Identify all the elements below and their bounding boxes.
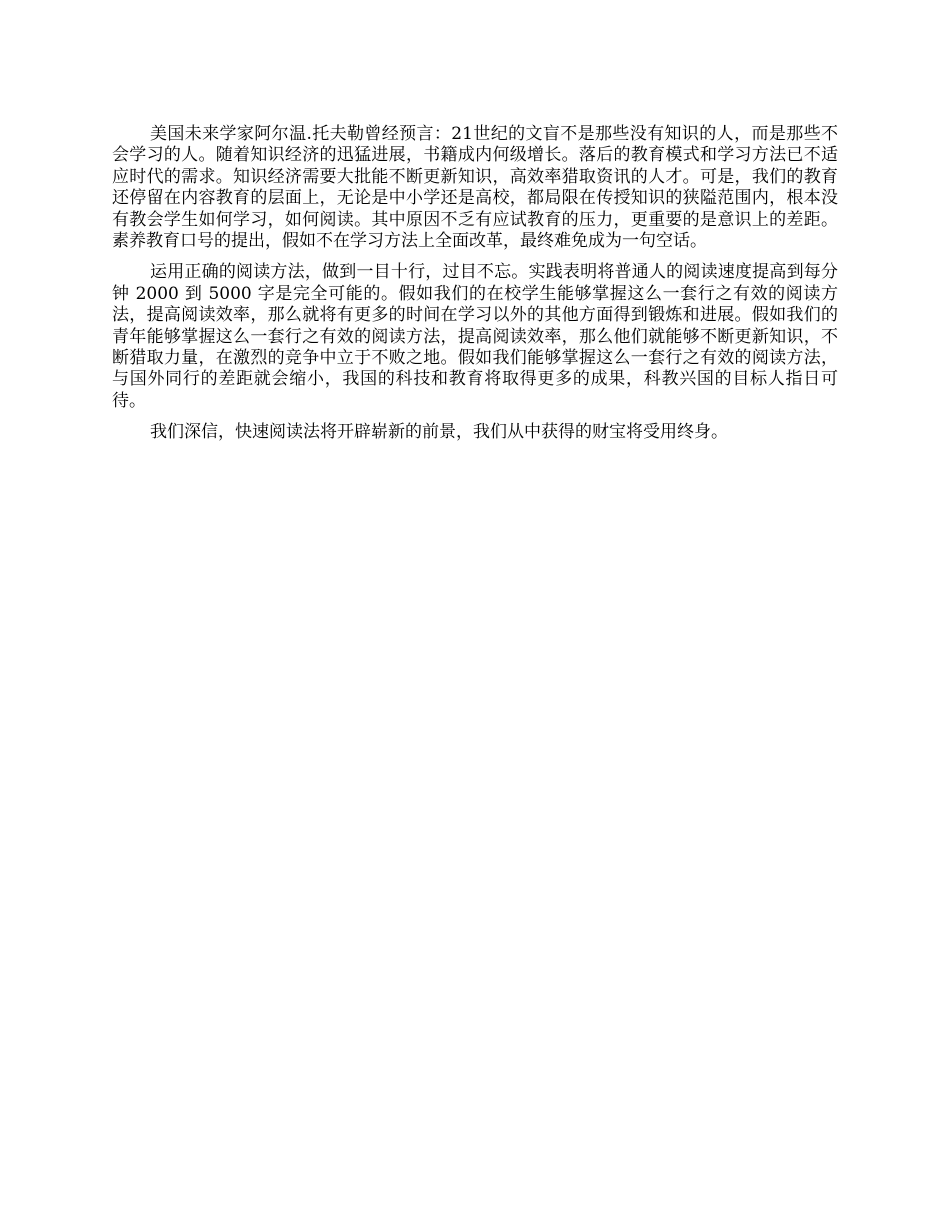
paragraph-1: 美国未来学家阿尔温.托夫勒曾经预言：21世纪的文盲不是那些没有知识的人，而是那些不会学习的人。随着知识经济的迅猛进展，书籍成内何级增长。落后的教育模式和学习方法已不适应时代的需求。知识经济需要大批能不断更新知识，高效率猎取资讯的人才。可是，我们的教育还停留在内容教育的层面上，无论是中小学还是高校，都局限在传授知识的狭隘范围内，根本没有教会学生如何学习，如何阅读。其中原因不乏有应试教育的压力，更重要的是意识上的差距。素养教育口号的提出，假如不在学习方法上全面改革，最终难免成为一句空话。 <box>112 124 838 252</box>
document-page <box>112 124 838 454</box>
paragraph-2: 运用正确的阅读方法，做到一目十行，过目不忘。实践表明将普通人的阅读速度提高到每分钟 2000 到 5000 字是完全可能的。假如我们的在校学生能够掌握这么一套行之有效的阅读方法，提高阅读效率，那么就将有更多的时间在学习以外的其他方面得到锻炼和进展。假如我们的青年能够掌握这么一套行之有效的阅读方法，提高阅读效率，那么他们就能够不断更新知识，不断猎取力量，在激烈的竞争中立于不败之地。假如我们能够掌握这么一套行之有效的阅读方法，与国外同行的差距就会缩小，我国的科技和教育将取得更多的成果，科教兴国的目标人指日可待。 <box>112 262 838 411</box>
paragraph-3: 我们深信，快速阅读法将开辟崭新的前景，我们从中获得的财宝将受用终身。 <box>150 422 728 443</box>
